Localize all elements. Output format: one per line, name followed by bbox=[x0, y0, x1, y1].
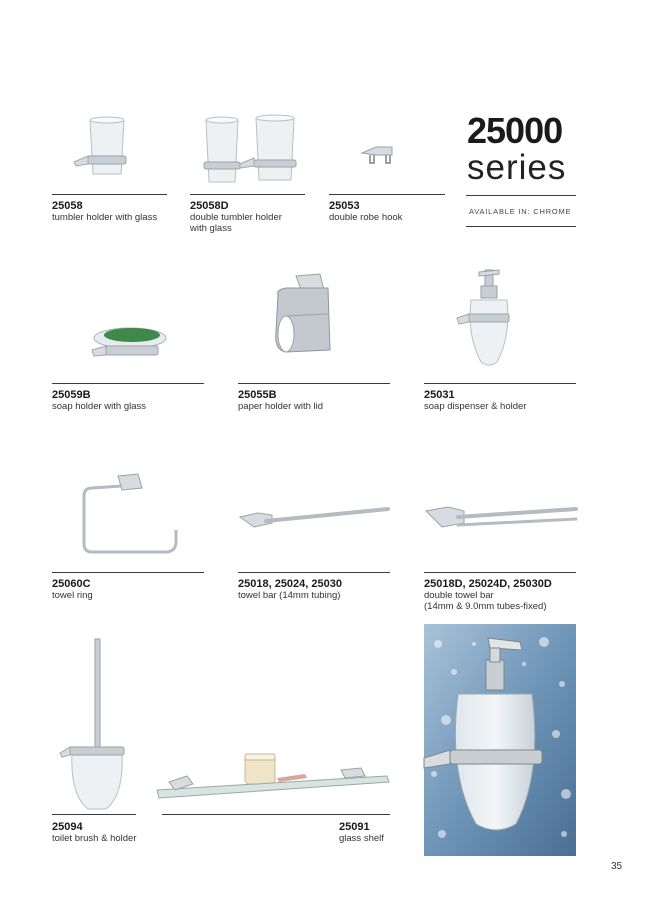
series-rule-top bbox=[466, 195, 576, 196]
product-description: paper holder with lid bbox=[238, 401, 324, 412]
product-code: 25018D, 25024D, 25030D bbox=[424, 578, 552, 590]
glass-shelf-icon bbox=[155, 748, 395, 808]
product-code: 25094 bbox=[52, 821, 83, 833]
product-rule bbox=[52, 572, 204, 573]
product-description: soap holder with glass bbox=[52, 401, 146, 412]
product-description: toilet brush & holder bbox=[52, 833, 137, 844]
product-code: 25058 bbox=[52, 200, 83, 212]
robe-hook-icon bbox=[358, 143, 408, 173]
product-rule bbox=[238, 572, 390, 573]
series-rule-bottom bbox=[466, 226, 576, 227]
product-rule bbox=[424, 383, 576, 384]
product-description: double tumbler holder bbox=[190, 212, 282, 223]
towel-ring-icon bbox=[78, 472, 183, 562]
tumbler-holder-icon bbox=[72, 112, 142, 187]
product-description: double robe hook bbox=[329, 212, 403, 223]
toilet-brush-icon bbox=[58, 635, 138, 815]
soap-dispenser-icon bbox=[455, 266, 525, 371]
product-code: 25053 bbox=[329, 200, 360, 212]
product-code: 25031 bbox=[424, 389, 455, 401]
product-rule bbox=[238, 383, 390, 384]
product-description-line2: with glass bbox=[190, 223, 232, 234]
towel-bar-icon bbox=[238, 505, 393, 535]
paper-holder-icon bbox=[268, 272, 348, 372]
soap-dispenser-photo bbox=[424, 624, 576, 856]
double-tumbler-holder-icon bbox=[198, 112, 308, 192]
product-description: towel bar (14mm tubing) bbox=[238, 590, 341, 601]
product-description: glass shelf bbox=[339, 833, 384, 844]
soap-holder-icon bbox=[90, 322, 170, 367]
product-description: tumbler holder with glass bbox=[52, 212, 158, 223]
product-rule bbox=[329, 194, 445, 195]
double-towel-bar-icon bbox=[424, 495, 579, 540]
series-word: series bbox=[467, 148, 567, 187]
product-description: soap dispenser & holder bbox=[424, 401, 527, 412]
product-rule bbox=[52, 814, 136, 815]
product-description: towel ring bbox=[52, 590, 93, 601]
product-rule bbox=[424, 572, 576, 573]
product-description: double towel bar bbox=[424, 590, 494, 601]
availability-text: AVAILABLE IN: CHROME bbox=[469, 207, 572, 216]
product-code: 25018, 25024, 25030 bbox=[238, 578, 342, 590]
series-number: 25000 bbox=[467, 110, 563, 151]
product-description-line2: (14mm & 9.0mm tubes-fixed) bbox=[424, 601, 547, 612]
page-number: 35 bbox=[611, 861, 623, 872]
product-rule bbox=[190, 194, 305, 195]
product-rule bbox=[52, 194, 167, 195]
product-code: 25059B bbox=[52, 389, 91, 401]
product-rule bbox=[162, 814, 390, 815]
product-rule bbox=[52, 383, 204, 384]
product-code: 25060C bbox=[52, 578, 91, 590]
product-code: 25055B bbox=[238, 389, 277, 401]
product-code: 25058D bbox=[190, 200, 229, 212]
product-code: 25091 bbox=[339, 821, 370, 833]
